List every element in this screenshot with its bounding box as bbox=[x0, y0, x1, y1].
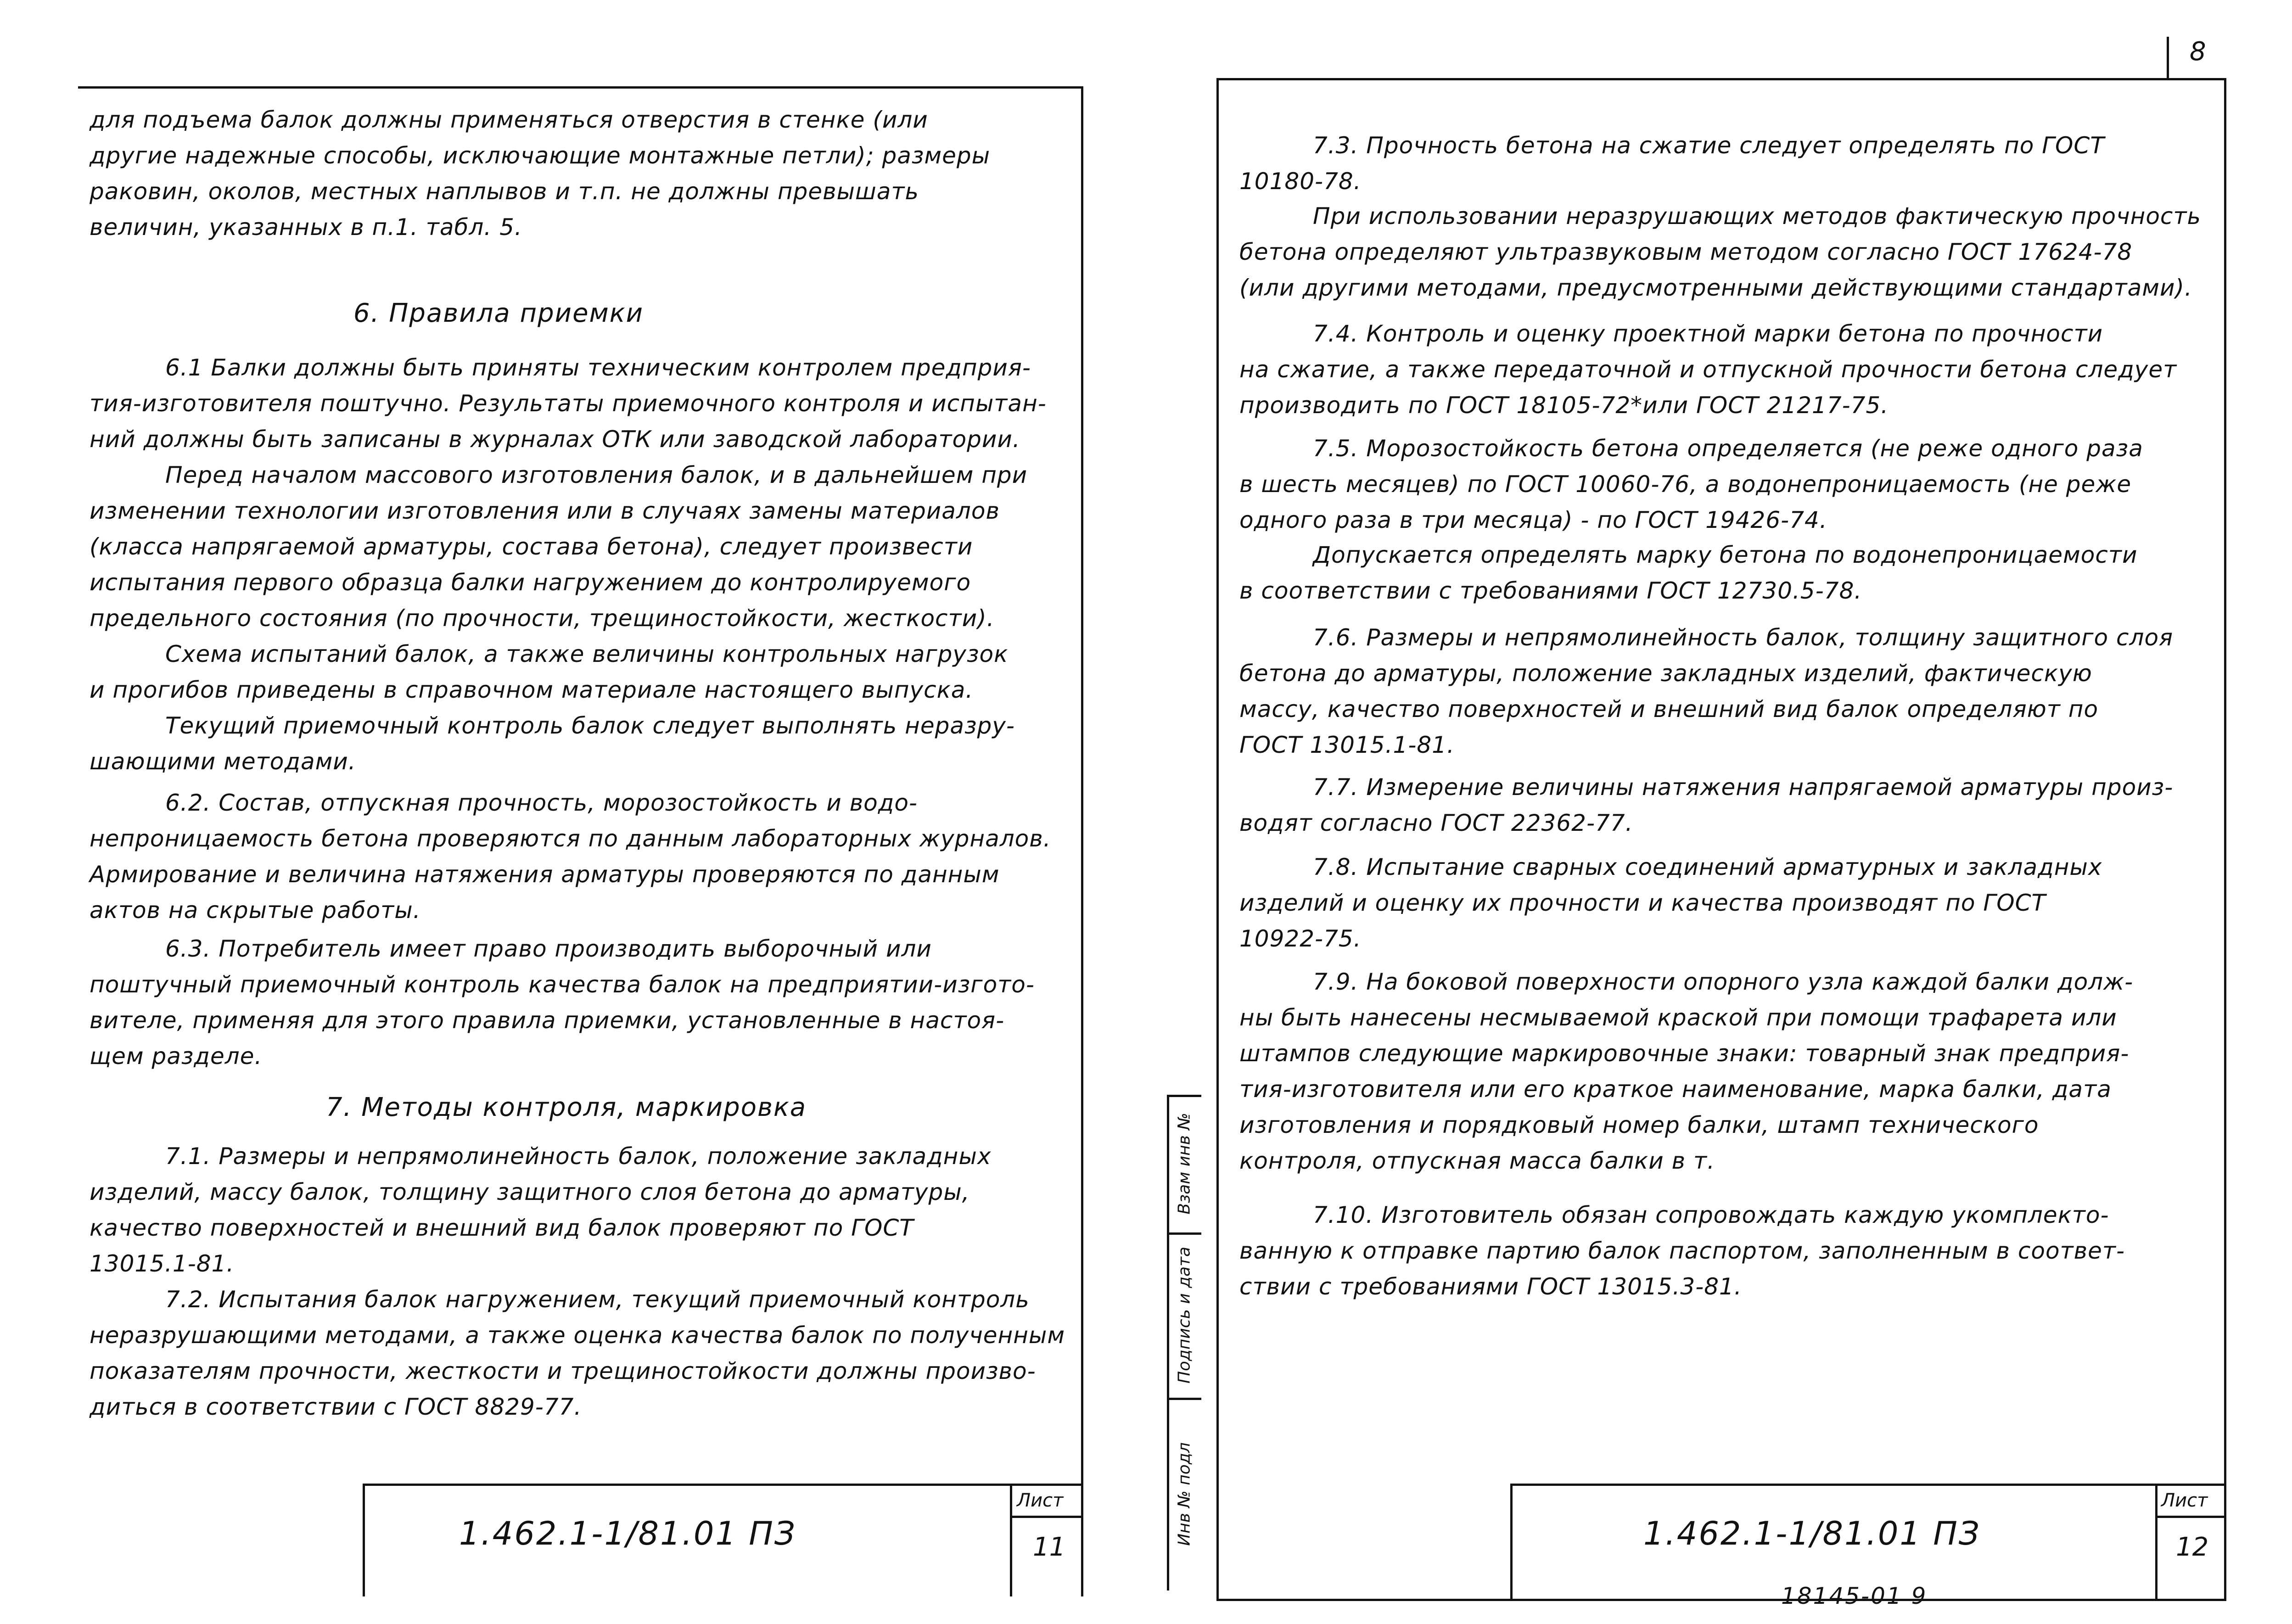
right-paragraph-7-6: 7.6. Размеры и непрямолинейность балок, толщину защитного слоя бетона до арматуры, положение закладных изделий, фактическую массу, качество поверхностей и внешний вид балок определяют по ГОСТ 13015.1-81. bbox=[1239, 624, 2174, 758]
left-page-right-border bbox=[1081, 86, 1083, 1596]
right-paragraph-7-9: 7.9. На боковой поверхности опорного узла каждой балки долж- ны быть нанесены несмываемой краской при помощи трафарета или штампов следующие маркировочные знаки: товарный знак предприя- тия-изготовителя или его краткое наименование, марка балки, дата изготовления и порядковый номер балки, штамп технического контроля, отпускная масса балки в т. bbox=[1239, 969, 2134, 1174]
left-stamp-top-rule bbox=[363, 1484, 1083, 1486]
corner-number-divider bbox=[2167, 37, 2169, 78]
right-sheet-label: Лист bbox=[2161, 1490, 2208, 1511]
right-paragraph-7-8: 7.8. Испытание сварных соединений арматурных и закладных изделий и оценку их прочности и качества производят по ГОСТ 10922-75. bbox=[1239, 854, 2102, 952]
right-sheet-number: 12 bbox=[2176, 1532, 2209, 1562]
left-paragraph-1: для подъема балок должны применяться отверстия в стенке (или другие надежные способы, исключающие монтажные петли); размеры раковин, околов, местных наплывов и т.п. не должны превышать величин, указанных в п.1. табл. 5. bbox=[90, 106, 991, 241]
left-paragraph-6-1: 6.1 Балки должны быть приняты техническим контролем предприя- тия-изготовителя поштучно. Результаты приемочного контроля и испытан- ний должны быть записаны в журналах ОТК или заводской лаборатории. bbox=[90, 354, 1047, 453]
right-stamp-top-rule bbox=[1510, 1484, 2226, 1486]
left-paragraph-current-control: Текущий приемочный контроль балок следует выполнять неразру- шающими методами. bbox=[90, 712, 1015, 775]
left-sheet-label: Лист bbox=[1017, 1490, 1064, 1511]
right-stamp-left-border bbox=[1510, 1484, 1513, 1601]
left-paragraph-7-1: 7.1. Размеры и непрямолинейность балок, положение закладных изделий, массу балок, толщину защитного слоя бетона до арматуры, качество поверхностей и внешний вид балок проверяют по ГОСТ 13015.1-81. bbox=[90, 1143, 992, 1277]
right-paragraph-7-5: 7.5. Морозостойкость бетона определяется (не реже одного раза в шесть месяцев) по ГОСТ 10060-76, а водонепроницаемость (не реже одного раза в три месяца) - по ГОСТ 19426-74. bbox=[1239, 435, 2143, 533]
right-paragraph-nondestructive: При использовании неразрушающих методов фактическую прочность бетона определяют ультразвуковым методом согласно ГОСТ 17624-78 (или другими методами, предусмотренными действующими стандартами). bbox=[1239, 203, 2201, 301]
left-stamp-sheet-divider bbox=[1010, 1484, 1012, 1596]
right-paragraph-7-10: 7.10. Изготовитель обязан сопровождать каждую укомплекто- ванную к отправке партию балок паспортом, заполненным в соответ- ствии с требованиями ГОСТ 13015.3-81. bbox=[1239, 1202, 2125, 1300]
left-stamp-sheet-label-rule bbox=[1010, 1516, 1083, 1518]
left-document-code: 1.462.1-1/81.01 ПЗ bbox=[459, 1515, 796, 1552]
left-paragraph-6-3: 6.3. Потребитель имеет право производить выборочный или поштучный приемочный контроль качества балок на предприятии-изгото- вителе, применяя для этого правила приемки, установленные в настоя- щем разделе. bbox=[90, 935, 1035, 1070]
right-paragraph-7-4: 7.4. Контроль и оценку проектной марки бетона по прочности на сжатие, а также передаточной и отпускной прочности бетона следует производить по ГОСТ 18105-72*или ГОСТ 21217-75. bbox=[1239, 320, 2177, 419]
right-paragraph-7-3: 7.3. Прочность бетона на сжатие следует определять по ГОСТ 10180-78. bbox=[1239, 132, 2105, 195]
left-stamp-left-border bbox=[363, 1484, 365, 1596]
right-stamp-sheet-divider bbox=[2155, 1484, 2158, 1601]
side-stamp-replace-label: Взам инв № bbox=[1175, 1113, 1194, 1215]
corner-page-number: 8 bbox=[2190, 37, 2206, 67]
left-paragraph-6-2: 6.2. Состав, отпускная прочность, морозостойкость и водо- непроницаемость бетона проверяются по данным лабораторных журналов. Армирование и величина натяжения арматуры проверяются по данным актов на скрытые работы. bbox=[90, 790, 1051, 924]
bottom-note: 18145-01 9 bbox=[1781, 1583, 1928, 1609]
left-paragraph-first-sample: Перед началом массового изготовления балок, и в дальнейшем при изменении технологии изготовления или в случаях замены материалов (класса напрягаемой арматуры, состава бетона), следует произвести испытания первого образца балки нагружением до контролируемого предельного состояния (по прочности, трещиностойкости, жесткости). bbox=[90, 462, 1028, 632]
right-stamp-sheet-label-rule bbox=[2155, 1516, 2226, 1518]
left-paragraph-test-scheme: Схема испытаний балок, а также величины контрольных нагрузок и прогибов приведены в справочном материале настоящего выпуска. bbox=[90, 641, 1009, 703]
right-document-code: 1.462.1-1/81.01 ПЗ bbox=[1643, 1515, 1981, 1552]
section-7-heading: 7. Методы контроля, маркировка bbox=[326, 1092, 807, 1122]
section-6-heading: 6. Правила приемки bbox=[353, 298, 644, 328]
side-stamp bbox=[1167, 1095, 1201, 1590]
side-stamp-inventory-label: Инв № подл bbox=[1175, 1442, 1194, 1546]
side-stamp-cell-replace bbox=[1167, 1095, 1201, 1232]
right-paragraph-watertightness: Допускается определять марку бетона по водонепроницаемости в соответствии с требованиями ГОСТ 12730.5-78. bbox=[1239, 542, 2138, 604]
left-paragraph-7-2: 7.2. Испытания балок нагружением, текущий приемочный контроль неразрушающими методами, а также оценка качества балок по полученным показателям прочности, жесткости и трещиностойкости должны произво- диться в соответствии с ГОСТ 8829-77. bbox=[90, 1286, 1065, 1420]
left-sheet-number: 11 bbox=[1033, 1532, 1066, 1562]
side-stamp-cell-inventory bbox=[1167, 1398, 1201, 1590]
side-stamp-cell-signature bbox=[1167, 1232, 1201, 1398]
left-page-top-rule bbox=[78, 86, 1083, 89]
side-stamp-signature-label: Подпись и дата bbox=[1175, 1246, 1194, 1384]
right-paragraph-7-7: 7.7. Измерение величины натяжения напрягаемой арматуры произ- водят согласно ГОСТ 22362-77. bbox=[1239, 774, 2174, 836]
